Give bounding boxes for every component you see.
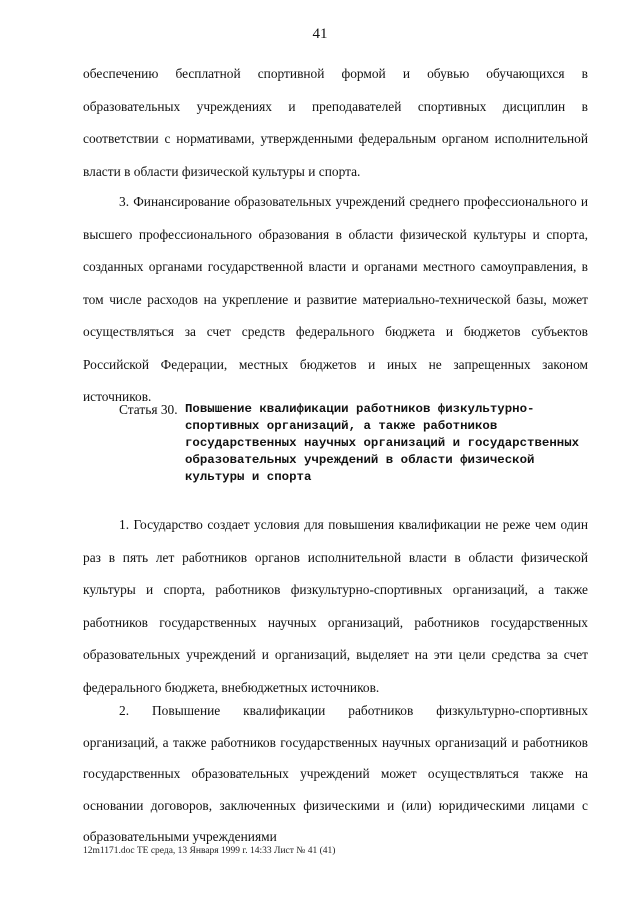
article-paragraph-2: 2. Повышение квалификации работников физкультурно-спортивных организаций, а также работников государственных научных организаций и работников государственных образовательных учреждений может осуществляться также на основании договоров, заключенных физическими и (или) юридическими лицами с образовательными учреждениями <box>83 703 588 844</box>
paragraph-continuation: обеспечению бесплатной спортивной формой и обувью обучающихся в образовательных учреждениях и преподавателей спортивных дисциплин в соответствии с нормативами, утвержденными федеральным органом исполнительной власти в области физической культуры и спорта. <box>83 66 588 179</box>
article-heading <box>119 401 599 486</box>
paragraph-item-3: 3. Финансирование образовательных учреждений среднего профессионального и высшего профессионального образования в области физической культуры и спорта, созданных органами государственной власти и органами местного самоуправления, в том числе расходов на укрепление и развитие материально-технической базы, может осуществляться за счет средств федерального бюджета и бюджетов субъектов Российской Федерации, местных бюджетов и иных не запрещенных законом источников. <box>83 194 588 404</box>
article-label: Статья 30. <box>119 402 178 417</box>
page-number: 41 <box>312 26 328 42</box>
article-title: Повышение квалификации работников физкультурно-спортивных организаций, а также работников государственных научных организаций и государственных образовательных учреждений в области физической культуры и спорта <box>185 402 580 484</box>
page-footer: 12m1171.doc TE среда, 13 Января 1999 г. 14:33 Лист № 41 (41) <box>83 846 336 856</box>
article-paragraph-1: 1. Государство создает условия для повышения квалификации не реже чем один раз в пять лет работников органов исполнительной власти в области физической культуры и спорта, работников физкультурно-спортивных организаций, а также работников государственных научных организаций, работников государственных образовательных учреждений и организаций, выделяет на эти цели средства за счет федерального бюджета, внебюджетных источников. <box>83 517 588 695</box>
